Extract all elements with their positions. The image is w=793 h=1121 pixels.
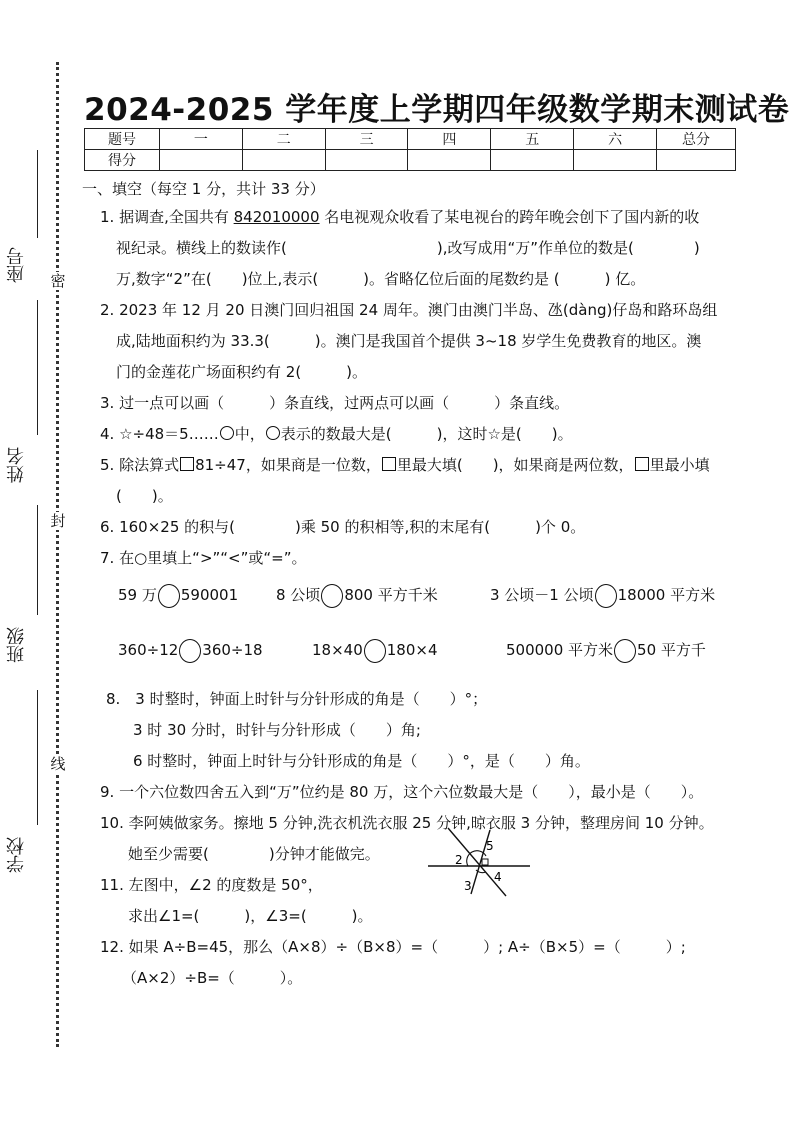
compare-right: 50 平方千 [637,641,706,659]
square-placeholder-icon [635,457,649,471]
score-header-cell: 题号 [85,129,160,150]
question-3: 3. 过一点可以画（ ）条直线，过两点可以画（ ）条直线。 [100,394,570,412]
question-1 [86,202,746,233]
question-4 [86,419,746,450]
q11-line-2: 求出∠1=( )，∠3=( )。 [128,907,373,925]
seal-char-mi: 密 [50,272,66,290]
score-header-cell: 三 [325,129,408,150]
class-label: 班级 [6,627,27,663]
q5-line-2: ( )。 [116,487,173,505]
seal-char-xian: 线 [50,755,66,773]
score-cell[interactable] [574,150,657,171]
seal-char-feng: 封 [50,512,66,530]
score-table-header-row [85,129,736,150]
q4-text-a: 4. ☆÷48＝5…… [100,425,219,443]
square-placeholder-icon [382,457,396,471]
square-placeholder-icon [180,457,194,471]
question-5 [86,450,746,481]
score-row-label: 得分 [85,150,160,171]
right-angle-mark [482,859,488,865]
q4-text-c: 表示的数最大是( )，这时☆是( )。 [280,425,573,443]
angle-figure [426,826,536,898]
seat-label: 座号 [6,247,27,283]
q12-line-2: （A×2）÷B=（ ）。 [122,969,303,987]
section-heading: 一、填空（每空 1 分，共计 33 分） [82,180,325,198]
school-blank[interactable] [37,690,38,825]
compare-right: 590001 [180,586,239,604]
score-table-score-row [85,150,736,171]
score-header-cell: 总分 [657,129,736,150]
compare-left: 360÷12 [118,641,179,659]
compare-right: 800 平方千米 [344,586,438,604]
question-12: 12. 如果 A÷B=45，那么（A×8）÷（B×8）=（ ）; A÷（B×5）=（ ）; [100,938,686,956]
score-header-cell: 一 [160,129,243,150]
q4-text-b: 中， [234,425,265,443]
fig-label-3: 3 [464,879,472,893]
score-cell[interactable] [325,150,408,171]
score-cell[interactable] [491,150,574,171]
school-label: 学校 [6,837,27,873]
question-9: 9. 一个六位数四舍五入到“万”位约是 80 万，这个六位数最大是（ ），最小是（ ）。 [100,783,704,801]
score-cell[interactable] [657,150,736,171]
compare-circle[interactable] [179,639,201,663]
q2-line-3: 门的金莲花广场面积约有 2( )。 [116,363,368,381]
score-header-cell: 五 [491,129,574,150]
compare-left: 18×40 [312,641,363,659]
score-header-cell: 四 [408,129,491,150]
q1-text-b: 名电视观众收看了某电视台的跨年晚会创下了国内新的收 [319,208,700,226]
score-cell[interactable] [242,150,325,171]
compare-item [506,635,706,666]
compare-left: 3 公顷－1 公顷 [490,586,594,604]
q1-line-2: 视纪录。横线上的数读作( ),改写成用“万”作单位的数是( ) [116,239,700,257]
q8-line-2: 3 时 30 分时，时针与分针形成（ ）角; [133,721,421,739]
question-2: 2. 2023 年 12 月 20 日澳门回归祖国 24 周年。澳门由澳门半岛、氹(dàng)仔岛和路环岛组 [100,301,718,319]
binding-margin [0,0,66,1121]
compare-circle[interactable] [321,584,343,608]
fig-label-5: 5 [486,839,494,853]
compare-item [118,580,238,611]
compare-right: 360÷18 [202,641,263,659]
compare-circle[interactable] [595,584,617,608]
exam-title: 2024-2025 学年度上学期四年级数学期末测试卷 [84,92,790,128]
compare-row-2 [86,629,746,684]
score-cell[interactable] [160,150,243,171]
q5-text-c: 里最大填( )，如果商是两位数， [396,456,634,474]
compare-circle[interactable] [614,639,636,663]
compare-item [118,635,263,666]
compare-right: 18000 平方米 [617,586,716,604]
question-7: 7. 在○里填上“>”“<”或“=”。 [100,549,307,567]
score-header-cell: 二 [242,129,325,150]
compare-circle[interactable] [158,584,180,608]
score-table [84,128,736,171]
fig-label-4: 4 [494,870,502,884]
q1-line-3: 万,数字“2”在( )位上,表示( )。省略亿位后面的尾数约是 ( ) 亿。 [116,270,646,288]
q5-text-b: 81÷47，如果商是一位数， [195,456,381,474]
q10-line-2: 她至少需要( )分钟才能做完。 [128,845,380,863]
compare-item [312,635,438,666]
dotted-seal-line [56,62,59,1047]
compare-row-1 [86,574,746,629]
question-6: 6. 160×25 的积与( )乘 50 的积相等,积的末尾有( )个 0。 [100,518,586,536]
compare-left: 59 万 [118,586,157,604]
q5-text-a: 5. 除法算式 [100,456,180,474]
q5-text-d: 里最小填 [649,456,710,474]
compare-circle[interactable] [364,639,386,663]
score-cell[interactable] [408,150,491,171]
compare-left: 500000 平方米 [506,641,614,659]
q2-line-2: 成,陆地面积约为 33.3( )。澳门是我国首个提供 3~18 岁学生免费教育的地区。澳 [116,332,702,350]
q8-line-3: 6 时整时，钟面上时针与分针形成的角是（ ）°，是（ ）角。 [133,752,590,770]
compare-item [276,580,438,611]
question-11: 11. 左图中，∠2 的度数是 50°， [100,876,323,894]
class-blank[interactable] [37,505,38,615]
score-header-cell: 六 [574,129,657,150]
question-content [82,176,746,994]
q1-number: 842010000 [233,208,320,226]
q1-text-a: 1. 据调查,全国共有 [100,208,234,226]
question-10: 10. 李阿姨做家务。擦地 5 分钟,洗衣机洗衣服 25 分钟,晾衣服 3 分钟，整理房间 10 分钟。 [100,814,714,832]
name-label: 姓名 [6,447,27,483]
name-blank[interactable] [37,300,38,435]
compare-right: 180×4 [386,641,438,659]
compare-item [490,580,715,611]
seat-blank[interactable] [37,150,38,238]
question-8: 8. 3 时整时，钟面上时针与分针形成的角是（ ）°； [106,690,488,708]
circle-placeholder-icon [220,426,234,440]
circle-placeholder-icon [266,426,280,440]
fig-label-2: 2 [455,853,463,867]
compare-left: 8 公顷 [276,586,321,604]
